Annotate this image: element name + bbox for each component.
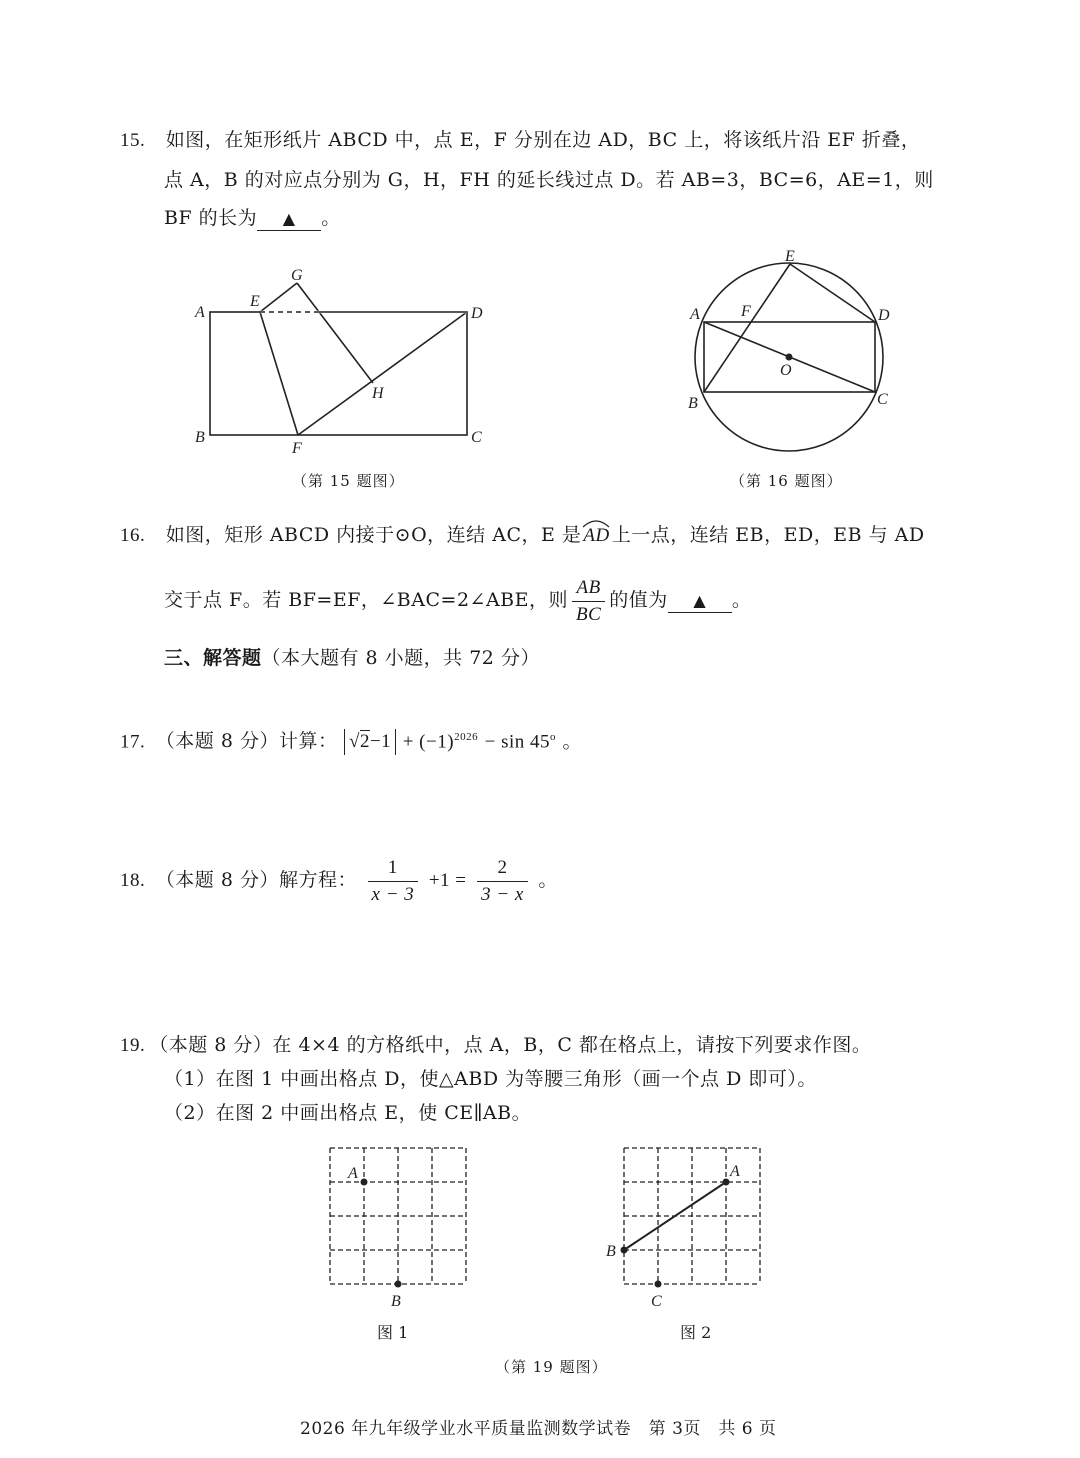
q15-line2: 点 A，B 的对应点分别为 G，H，FH 的延长线过点 D。若 AB=3，BC=6，AE=1，则	[164, 169, 934, 191]
q17-score: （本题 8 分）计算：	[155, 730, 338, 753]
q17-period: 。	[562, 730, 583, 753]
q15-label-E: E	[250, 293, 260, 310]
q19-fig2-label-A: A	[730, 1163, 740, 1180]
q16-figure	[680, 240, 900, 470]
q17-exponent: 2026	[454, 731, 479, 743]
q16-label-F: F	[741, 303, 751, 320]
q15-line1	[120, 125, 920, 156]
q16-text-1a: 如图，矩形 ABCD 内接于⊙O，连结 AC，E 是	[165, 524, 582, 546]
q17-sin: − sin 45	[484, 731, 550, 753]
q16-text-1b: 上一点，连结 EB，ED，EB 与 AD	[611, 524, 925, 546]
q18-score: （本题 8 分）解方程：	[155, 869, 357, 891]
q16-text-2a: 交于点 F。若 BF=EF，∠BAC=2∠ABE，则	[164, 589, 569, 611]
q16-label-C: C	[877, 391, 888, 408]
q18-frac2-denominator: 3 − x	[481, 883, 524, 905]
page-footer: 2026 年九年级学业水平质量监测数学试卷 第 3页 共 6 页	[300, 1419, 777, 1439]
q16-line2	[164, 570, 751, 630]
q18-period: 。	[538, 869, 558, 891]
q15-segment-EF	[260, 312, 298, 435]
q18-fraction-2	[477, 855, 528, 908]
q15-segment-EG	[260, 283, 297, 312]
q18-line	[120, 850, 558, 911]
q15-number: 15.	[120, 130, 146, 151]
q19-fig2-point-B	[621, 1247, 628, 1254]
q15-text-3: BF 的长为	[164, 207, 258, 229]
q17-sqrt-arg: 2	[359, 731, 370, 753]
q16-label-A: A	[690, 306, 700, 323]
q15-label-A: A	[195, 304, 205, 321]
q15-label-B: B	[195, 429, 205, 446]
q18-frac1-denominator: x − 3	[371, 883, 415, 905]
q15-segment-GH	[297, 283, 373, 383]
q18-number: 18.	[120, 870, 146, 891]
q16-period: 。	[731, 589, 752, 611]
q19-fig2-label-C: C	[651, 1293, 662, 1310]
q19-text-1: （本题 8 分）在 4×4 的方格纸中，点 A，B，C 都在格点上，请按下列要求作图。	[149, 1034, 872, 1056]
section3-title: 三、解答题	[164, 647, 262, 669]
q16-center-point	[786, 354, 793, 361]
q15-period: 。	[321, 207, 341, 229]
section3-heading	[164, 643, 540, 673]
q17-line	[120, 722, 582, 757]
q16-label-E: E	[785, 248, 795, 265]
section3-note: （本大题有 8 小题，共 72 分）	[261, 647, 540, 669]
q16-label-B: B	[688, 395, 698, 412]
q16-arc-AD	[581, 520, 611, 551]
q15-line3	[164, 203, 341, 233]
q19-fig2-label-B: B	[606, 1243, 616, 1260]
q19-fig2-point-C	[655, 1281, 662, 1288]
q17-power-base: + (−1)	[402, 731, 455, 753]
q16-label-O: O	[780, 362, 792, 379]
q16-number: 16.	[120, 525, 146, 546]
q19-fig1-label-A: A	[348, 1165, 358, 1182]
q19-figure-1	[318, 1140, 488, 1320]
q16-line1	[120, 520, 925, 551]
q15-label-F: F	[292, 440, 302, 457]
q16-frac-numerator: AB	[572, 575, 605, 602]
q15-label-C: C	[471, 429, 482, 446]
q16-segment-ED	[790, 264, 875, 322]
q18-plus-one: +1 =	[428, 870, 467, 891]
q16-caption: （第 16 题图）	[730, 472, 843, 490]
q17-minus-one: −1	[369, 731, 392, 753]
q16-label-D: D	[878, 307, 890, 324]
q15-segment-FD	[298, 312, 467, 435]
q15-label-D: D	[471, 305, 483, 322]
q15-rectangle	[210, 312, 467, 435]
q16-answer-blank: ▲	[668, 590, 732, 613]
q16-text-2b: 的值为	[609, 589, 668, 611]
q15-figure	[185, 260, 495, 460]
q19-line3: （2）在图 2 中画出格点 E，使 CE∥AB。	[164, 1102, 532, 1124]
q19-figure-2	[602, 1140, 782, 1320]
q19-fig1-point-B	[395, 1281, 402, 1288]
q19-fig2-segment-AB	[624, 1182, 726, 1250]
q15-answer-blank: ▲	[257, 208, 321, 231]
q18-frac1-numerator: 1	[368, 855, 419, 882]
q16-arc-text: AD	[583, 525, 610, 546]
q17-absolute-value: √2−1	[344, 729, 396, 755]
q17-number: 17.	[120, 731, 146, 753]
q19-line1	[120, 1030, 871, 1061]
q15-label-G: G	[291, 267, 303, 284]
q19-caption: （第 19 题图）	[495, 1358, 608, 1376]
q19-line2: （1）在图 1 中画出格点 D，使△ABD 为等腰三角形（画一个点 D 即可）。	[164, 1068, 817, 1090]
q19-number: 19.	[120, 1035, 146, 1056]
q16-frac-denominator: BC	[576, 603, 602, 625]
q18-fraction-1	[368, 855, 419, 908]
q15-label-H: H	[372, 385, 384, 402]
q15-caption: （第 15 题图）	[292, 472, 405, 490]
q19-fig1-label: 图 1	[377, 1323, 409, 1342]
q19-fig2-label: 图 2	[680, 1323, 712, 1342]
q15-text-1: 如图，在矩形纸片 ABCD 中，点 E，F 分别在边 AD，BC 上，将该纸片沿 EF 折叠，	[165, 129, 921, 151]
q16-fraction	[572, 575, 605, 628]
q19-fig2-point-A	[723, 1179, 730, 1186]
q18-frac2-numerator: 2	[477, 855, 528, 882]
q17-degree: o	[550, 731, 556, 743]
q19-fig1-label-B: B	[391, 1293, 401, 1310]
q19-fig1-point-A	[361, 1179, 368, 1186]
